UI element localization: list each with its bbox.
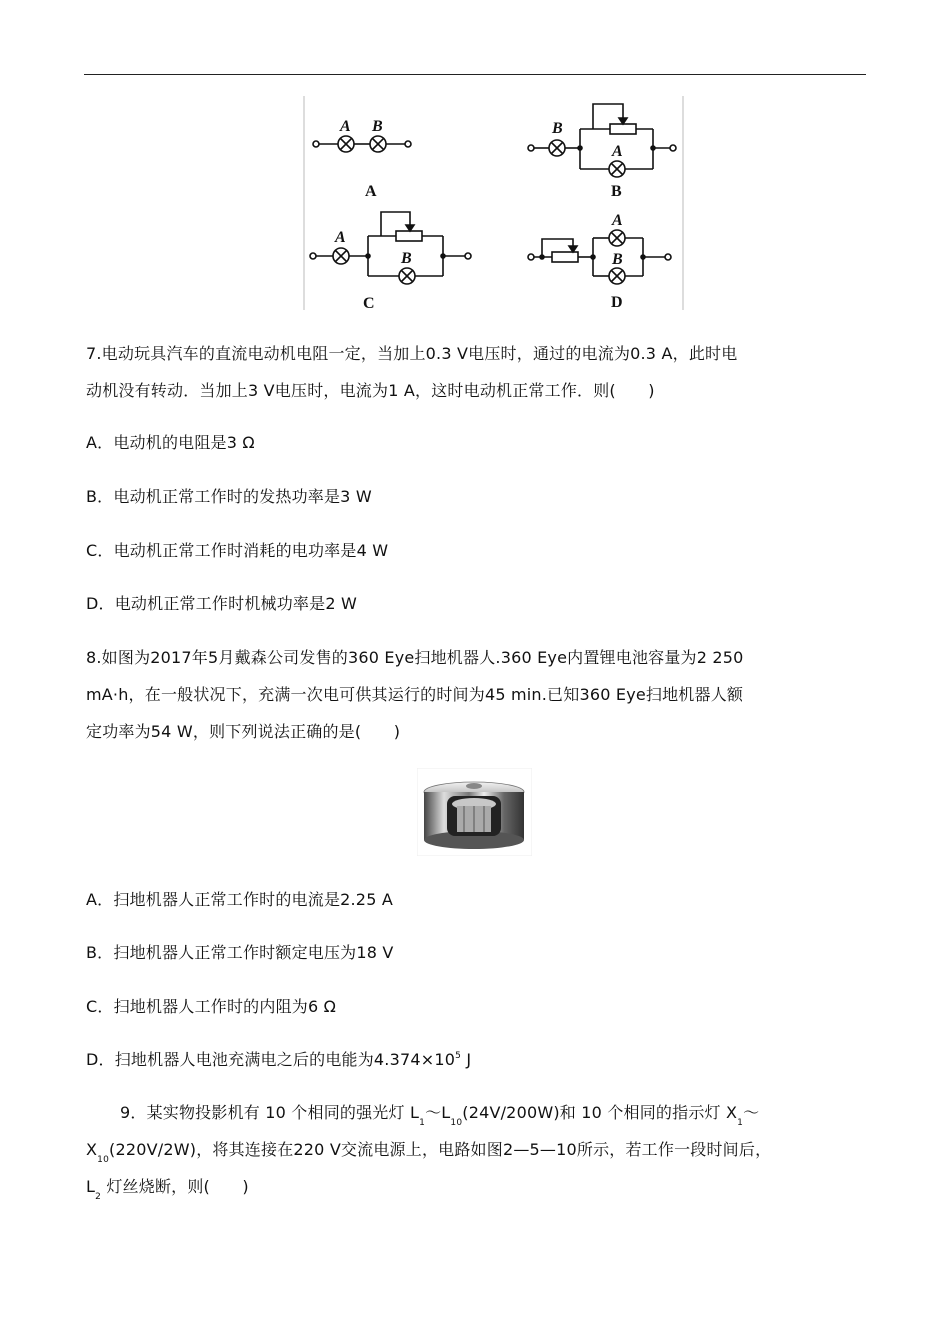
q9-text: 9．某实物投影机有 10 个相同的强光灯 L: [120, 1103, 420, 1122]
q9-text: (24V/200W)和 10 个相同的指示灯 X: [462, 1103, 738, 1122]
q9-stem-line2: [86, 1137, 772, 1165]
q7-stem-line2: 动机没有转动．当加上3 V电压时，电流为1 A，这时电动机正常工作．则( ): [86, 381, 655, 400]
label-lamp-b: B: [372, 118, 383, 135]
rheostat: [552, 252, 578, 262]
label-circuit-a: A: [365, 183, 377, 200]
q9-text: L: [86, 1177, 96, 1196]
q8-option-d-exponent: 5: [455, 1051, 462, 1061]
q7-stem-line1: 7.电动玩具汽车的直流电动机电阻一定，当加上0.3 V电压时，通过的电流为0.3 A，此时电: [86, 344, 738, 363]
label-lamp-b: B: [612, 251, 623, 268]
q8-stem-line2: mA·h，在一般状况下，充满一次电可供其运行的时间为45 min.已知360 Eye扫地机器人额: [86, 685, 744, 704]
label-lamp-b: B: [401, 250, 412, 267]
q8-option-c: C．扫地机器人工作时的内阻为6 Ω: [86, 997, 337, 1016]
q8-option-b: B．扫地机器人正常工作时额定电压为18 V: [86, 943, 394, 962]
q7-option-a: A．电动机的电阻是3 Ω: [86, 433, 255, 452]
q9-stem-line1: [120, 1100, 760, 1128]
q8-option-d-text: D．扫地机器人电池充满电之后的电能为4.374×10: [86, 1050, 456, 1069]
q9-subscript: 1: [419, 1118, 426, 1128]
q8-option-a: A．扫地机器人正常工作时的电流是2.25 A: [86, 890, 394, 909]
q9-text: ～L: [425, 1103, 451, 1122]
label-circuit-d: D: [611, 294, 623, 311]
rheostat: [396, 231, 422, 241]
robot-vacuum-icon: [417, 768, 532, 856]
q9-text: 灯丝烧断，则( ): [101, 1177, 249, 1196]
circuit-figure: [303, 96, 685, 312]
q8-option-d: [86, 1047, 471, 1070]
q7-option-c: C．电动机正常工作时消耗的电功率是4 W: [86, 541, 389, 560]
label-lamp-a: A: [340, 118, 351, 135]
q9-text: ～: [743, 1103, 760, 1122]
q8-stem-line3: 定功率为54 W，则下列说法正确的是( ): [86, 722, 401, 741]
q8-option-d-unit: J: [461, 1050, 472, 1069]
q9-text: X: [86, 1140, 98, 1159]
q7-option-d: D．电动机正常工作时机械功率是2 W: [86, 594, 358, 613]
q9-subscript: 1: [737, 1118, 744, 1128]
label-lamp-a: A: [335, 229, 346, 246]
q9-text: (220V/2W)，将其连接在220 V交流电源上，电路如图2—5—10所示，若工作一段时间后，: [109, 1140, 772, 1159]
rheostat: [610, 124, 636, 134]
q9-stem-line3: [86, 1174, 249, 1202]
circuit-b: [528, 104, 676, 177]
label-circuit-b: B: [611, 183, 622, 200]
circuit-c: [310, 212, 471, 284]
q7-option-b: B．电动机正常工作时的发热功率是3 W: [86, 487, 372, 506]
q8-stem-line1: 8.如图为2017年5月戴森公司发售的360 Eye扫地机器人.360 Eye内置锂电池容量为2 250: [86, 648, 744, 667]
q9-subscript: 10: [450, 1118, 463, 1128]
circuit-a: [313, 136, 411, 152]
q9-subscript: 2: [95, 1192, 102, 1202]
label-circuit-c: C: [363, 295, 375, 312]
header-rule: [84, 74, 866, 75]
robot-vacuum-image: [417, 768, 532, 856]
label-lamp-a: A: [612, 212, 623, 229]
label-lamp-b: B: [552, 120, 563, 137]
circuit-d: [528, 230, 671, 284]
label-lamp-a: A: [612, 143, 623, 160]
q9-subscript: 10: [97, 1155, 110, 1165]
circuit-diagrams-svg: [303, 96, 685, 312]
